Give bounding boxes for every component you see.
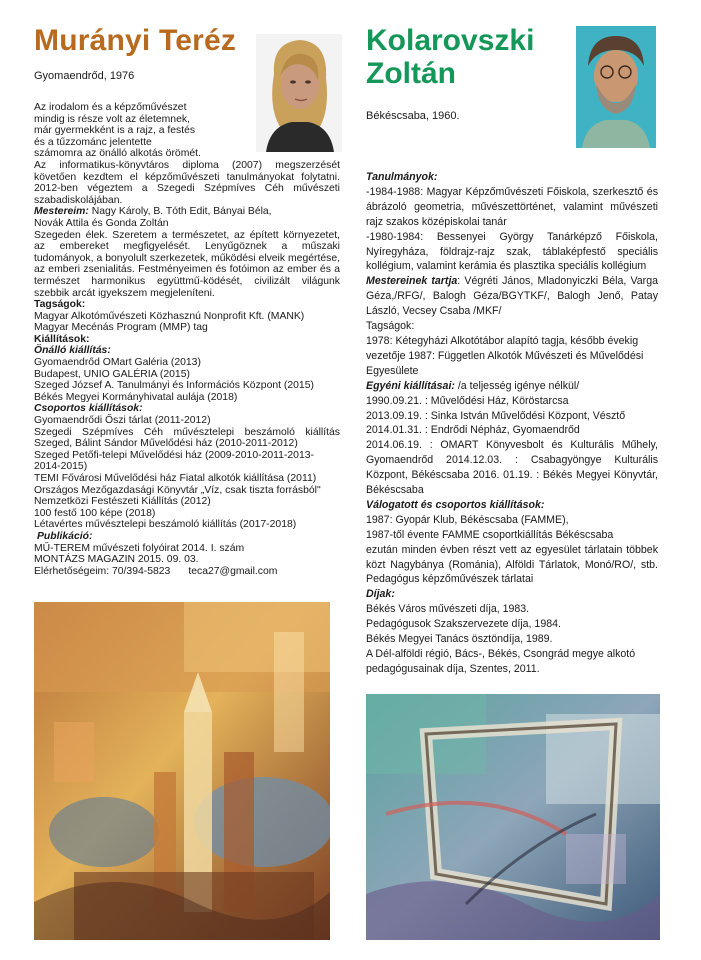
- artist-name-left: Murányi Teréz: [34, 24, 237, 57]
- birth-info-right: Békéscsaba, 1960.: [366, 110, 460, 122]
- award-item: A Dél-alföldi régió, Bács-, Békés, Csongrád megye alkotó pedagógusainak díja, Szentes, 2011.: [366, 648, 636, 675]
- left-biography: [34, 102, 340, 577]
- membership-label: Tagságok:: [34, 299, 86, 311]
- membership-label: Tagságok:: [366, 320, 415, 333]
- diploma-text: Az informatikus-könyvtáros diploma (2007) megszerzését követően kezdtem el képzőművészeti tanulmányokat folytatni. 2012-ben végeztem a Szegedi Szépmíves Céh művészeti szabadiskolájában.: [34, 159, 340, 206]
- intro-line: és a tűzzománc jelentette: [34, 136, 152, 148]
- membership-item: Magyar Mecénás Program (MMP) tag: [34, 322, 208, 334]
- solo-label: Önálló kiállítás:: [34, 345, 111, 357]
- studies-label: Tanulmányok:: [366, 171, 438, 183]
- masters-line2: Novák Attila és Gonda Zoltán: [34, 217, 169, 229]
- study-item: -1980-1984: Bessenyei György Tanárképző Főiskola, Nyíregyháza, földrajz-rajz szak, táblaképfestő speciális kollégium, valamint kerámia és plasztika speciális kollégium: [366, 230, 658, 273]
- award-item: Pedagógusok Szakszervezete díja, 1984.: [366, 618, 561, 631]
- publication-item: MONTÁZS MAGAZIN 2015. 09. 03.: [34, 554, 199, 566]
- intro-line: mindig is része volt az életemnek,: [34, 113, 190, 125]
- group-item: 100 festő 100 képe (2018): [34, 507, 156, 519]
- solo-item: Budapest, UNIO GALÉRIA (2015): [34, 368, 190, 380]
- group-label: Válogatott és csoportos kiállítások:: [366, 498, 545, 511]
- artist-name-right-line2: Zoltán: [366, 57, 456, 90]
- intro-line: számomra az önálló alkotás örömét.: [34, 148, 201, 160]
- solo-item: 2014.01.31. : Endrődi Népház, Gyomaendrőd: [366, 424, 580, 437]
- award-item: Békés Megyei Tanács ösztöndíja, 1989.: [366, 633, 553, 646]
- painting-right: [366, 694, 660, 940]
- group-item: Létavértes művésztelepi beszámoló kiállítás (2017-2018): [34, 519, 297, 531]
- phone-number: 70/394-5823: [111, 565, 171, 577]
- group-item: TEMI Fővárosi Művelődési ház Fiatal alkotók kiállítása (2011): [34, 473, 317, 484]
- solo-label: Egyéni kiállításai:: [366, 379, 455, 392]
- masters-list: : Végréti János, Mladonyiczki Béla, Varga Géza,/RFG/, Balogh Géza/BGYTKF/, Balogh Jenő, Patay László, Vecsey Csaba /MKF/: [366, 275, 658, 318]
- group-item: Gyomaendrődi Őszi tárlat (2011-2012): [34, 415, 211, 427]
- masters-line1: Nagy Károly, B. Tóth Edit, Bányai Béla,: [88, 206, 272, 218]
- publication-item: MŰ-TEREM művészeti folyóirat 2014. I. szám: [34, 542, 245, 554]
- painting-left: [34, 602, 330, 940]
- intro-line: Az irodalom és a képzőművészet: [34, 102, 187, 113]
- solo-item: 1990.09.21. : Művelődési Ház, Köröstarcsa: [366, 394, 569, 407]
- portrait-photo-right: [576, 26, 656, 148]
- solo-note: /a teljesség igénye nélkül/: [454, 379, 580, 392]
- about-text: Szegeden élek. Szeretem a természetet, az épített környezetet, az embereket megfigyelését. Lenyűgöznek a műszaki tudományok, a bonyolult szerkezetek, működési elveik megértése, az emberi zsenialitás. Festményeimen és fotóimon az ember és a természet harmonikus együttmű-ködését, civilizált világunk szebbik arcát igyekszem megjeleníteni.: [34, 229, 340, 299]
- birth-info-left: Gyomaendrőd, 1976: [34, 70, 135, 82]
- exhibitions-label: Kiállítások:: [34, 333, 90, 345]
- group-item: ezután minden évben részt vett az egyesület tárlatain többek közt Nagybánya (Románia), Alföldi Tárlatok, Monó/RO/, stb. Pedagógus képzőművészek tárlatai: [366, 543, 658, 586]
- publication-label: Publikáció:: [37, 530, 93, 542]
- email-address: teca27@gmail.com: [188, 565, 278, 577]
- group-item: Szeged Petőfi-telepi Művelődési ház (2009-2010-2011-2013-2014-2015): [34, 449, 314, 473]
- solo-item: 2014.06.19. : OMART Könyvesbolt és Kulturális Műhely, Gyomaendrőd 2014.12.03. : Csabagyöngye Kulturális Központ, Békéscsaba 2016. 01.19. : Békés Megyei Könyvtár, Békéscsaba: [366, 439, 658, 497]
- artist-name-right: [366, 24, 534, 90]
- group-item: Országos Mezőgazdasági Könyvtár „Víz, csak tiszta forrásból": [34, 484, 321, 496]
- group-label: Csoportos kiállítások:: [34, 403, 143, 415]
- intro-line: már gyermekként is a rajz, a festés: [34, 125, 196, 137]
- study-item: -1984-1988: Magyar Képzőművészeti Főiskola, szerkesztő és ábrázoló geometria, művészettörténet, valamint művészeti rajz szakos középiskolai tanár: [366, 185, 658, 228]
- solo-item: 2013.09.19. : Sinka István Művelődési Központ, Vésztő: [366, 409, 626, 422]
- group-item: 1987-től évente FAMME csoportkiállítás Békéscsaba: [366, 528, 614, 541]
- artist-name-right-line1: Kolarovszki: [366, 24, 535, 57]
- award-item: Békés Város művészeti díja, 1983.: [366, 603, 530, 616]
- solo-item: Békés Megyei Kormányhivatal aulája (2018): [34, 391, 238, 403]
- group-item: Nemzetközi Festészeti Kiállítás (2012): [34, 496, 211, 508]
- masters-label: Mestereim:: [34, 206, 89, 218]
- membership-text: 1978: Kétegyházi Alkotótábor alapító tagja, később évekig vezetője 1987: Független Alkotók Művészeti és Művelődési Egyesülete: [366, 334, 644, 377]
- awards-label: Díjak:: [366, 588, 395, 601]
- solo-item: Gyomaendrőd OMart Galéria (2013): [34, 357, 201, 369]
- masters-label: Mestereinek tartja: [366, 275, 458, 288]
- contact-label: Elérhetőségeim:: [34, 565, 110, 577]
- right-biography: [366, 170, 658, 677]
- group-item: 1987: Gyopár Klub, Békéscsaba (FAMME),: [366, 513, 569, 526]
- solo-item: Szeged József A. Tanulmányi és Információs Központ (2015): [34, 380, 314, 392]
- group-item: Szegedi Szépmíves Céh művésztelepi beszámoló kiállítás Szeged, Bálint Sándor Művelődési ház (2010-2011-2012): [34, 426, 340, 450]
- membership-item: Magyar Alkotóművészeti Közhasznú Nonprofit Kft. (MANK): [34, 310, 305, 322]
